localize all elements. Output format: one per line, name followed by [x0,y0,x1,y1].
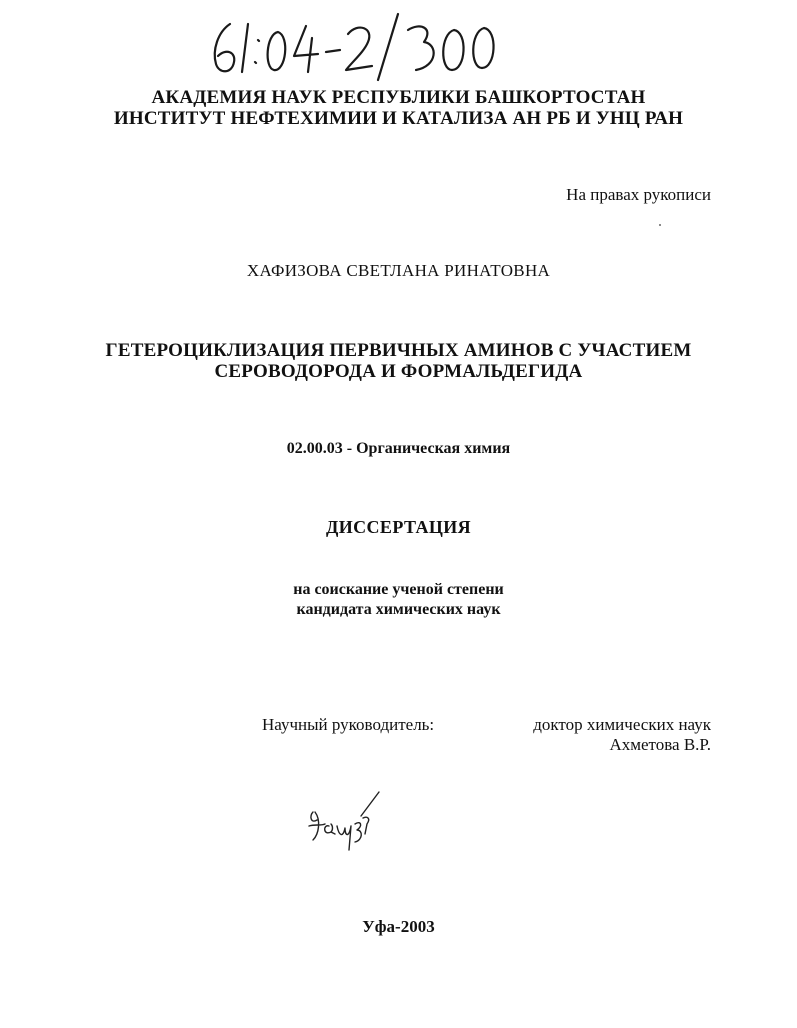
degree-line-2: кандидата химических наук [296,601,501,618]
author-name: ХАФИЗОВА СВЕТЛАНА РИНАТОВНА [246,261,551,280]
title-line-1: ГЕТЕРОЦИКЛИЗАЦИЯ ПЕРВИЧНЫХ АМИНОВ С УЧАСТИЕМ [105,340,692,361]
handwritten-archive-number [208,10,508,82]
handwritten-signature [305,790,395,856]
degree-block [0,580,797,620]
title-line-2: СЕРОВОДОРОДА И ФОРМАЛЬДЕГИДА [214,361,583,382]
document-type: ДИССЕРТАЦИЯ [325,517,472,537]
supervisor-degree: доктор химических наук [533,715,711,734]
city-year: Уфа-2003 [362,917,435,936]
degree-line-1: на соискание ученой степени [293,581,504,598]
dissertation-title [0,340,797,382]
organization-line-1: АКАДЕМИЯ НАУК РЕСПУБЛИКИ БАШКОРТОСТАН [151,87,646,108]
organization-block [0,87,797,129]
scan-speck [659,224,661,226]
organization-line-2: ИНСТИТУТ НЕФТЕХИМИИ И КАТАЛИЗА АН РБ И УНЦ РАН [113,108,684,129]
rights-note: На правах рукописи [566,185,711,204]
supervisor-label: Научный руководитель: [262,715,435,734]
supervisor-name: Ахметова В.Р. [609,735,711,754]
specialty: 02.00.03 - Органическая химия [286,440,511,457]
